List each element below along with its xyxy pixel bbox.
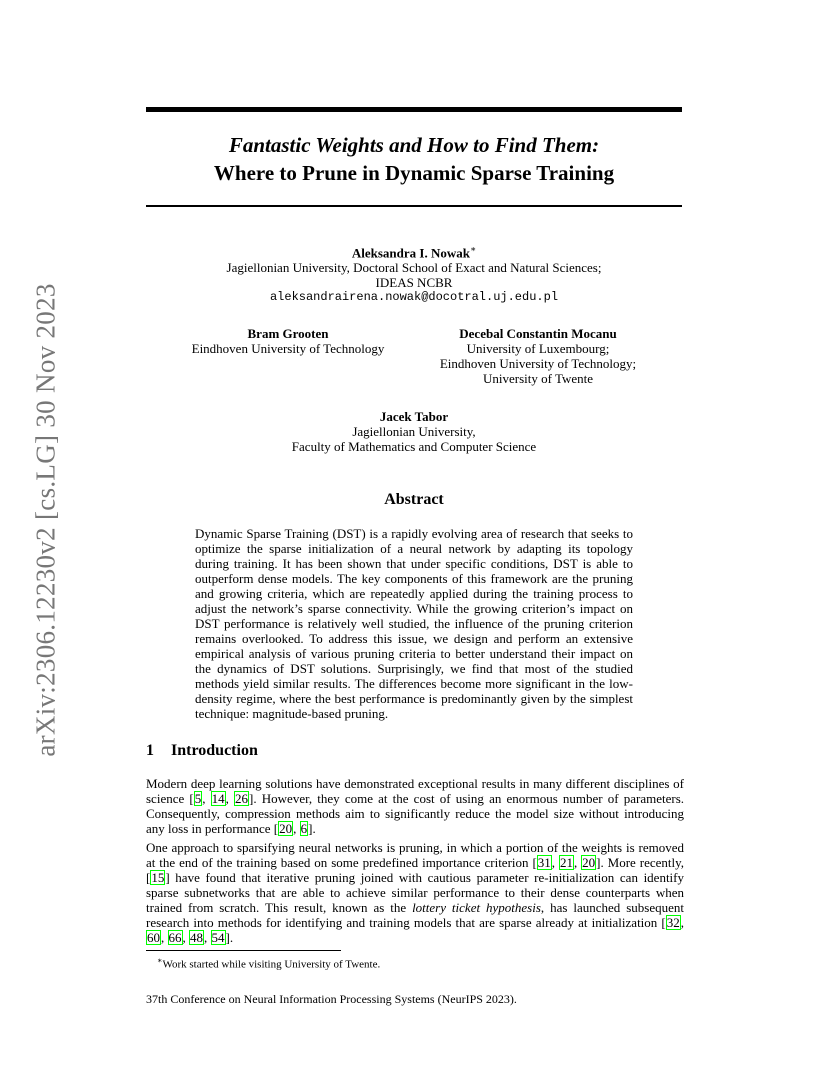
abstract-heading: Abstract [384,491,444,508]
citation-link[interactable]: 14 [211,791,225,806]
citation-link[interactable]: 26 [235,791,249,806]
author-affiliation: Eindhoven University of Technology [191,341,385,356]
text-run: , has launched subsequent research into methods for identifying and training models that are sparse already at initialization [ [146,900,684,930]
citation-link[interactable]: 66 [168,930,182,945]
footnote [157,954,380,972]
footnote-mark: ∗ [157,956,163,965]
author-name: Bram Grooten [247,326,329,341]
conference-note: 37th Conference on Neural Information Processing Systems (NeurIPS 2023). [146,992,517,1006]
paper-title-line2: Where to Prune in Dynamic Sparse Training [213,161,615,185]
citation-link[interactable]: 21 [559,855,573,870]
citation-link[interactable]: 31 [537,855,551,870]
author-name: Decebal Constantin Mocanu [459,326,617,341]
author-block-1 [146,242,682,305]
author-affiliation: University of Twente [482,371,594,386]
author-affiliation: Faculty of Mathematics and Computer Science [291,439,537,454]
citation-link[interactable]: 20 [279,821,293,836]
abstract-text: Dynamic Sparse Training (DST) is a rapidly evolving area of research that seeks to optimize the sparse initialization of a neural network by adapting its topology during training. It has been shown that under specific conditions, DST is able to outperform dense models. The key components of this framework are the pruning and growing criteria, which are repeatedly applied during the training process to adjust the network’s sparse connectivity. While the growing criterion’s impact on DST performance is relatively well studied, the influence of the pruning criterion remains overlooked. To address this issue, we design and perform an extensive empirical analysis of various pruning criteria to better understand their impact on the dynamics of DST solutions. Surprisingly, we find that most of the studied methods yield similar results. The differences become more significant in the low-density regime, where the best performance is predominantly given by the simplest technique: magnitude-based pruning. [195,526,633,721]
author-email[interactable]: aleksandrairena.nowak@docotral.uj.edu.pl [269,290,559,305]
title-rule-top [146,107,682,112]
author-affiliation: Eindhoven University of Technology; [439,356,637,371]
text-run: ] have found that iterative pruning joined with cautious parameter re-initialization can identify sparse subnetworks that are able to achieve similar performance to their dense counterparts when trained from scratch. This result, known as the [146,870,684,915]
author-footnote-mark: ∗ [469,244,477,254]
text-run: ]. [308,821,316,836]
author-name: Jacek Tabor [379,409,449,424]
citation-link[interactable]: 5 [194,791,202,806]
citation-link[interactable]: 6 [300,821,308,836]
citation-link[interactable]: 48 [190,930,203,945]
intro-paragraph-1: Modern deep learning solutions have demonstrated exceptional results in many different disciplines of science [5, 14, 26]. However, they come at the cost of using an enormous number of parameters. Consequently, compression methods aim to significantly reduce the model size without introducing any loss in performance [20, 6]. [146,776,685,836]
author-block-2 [176,326,400,356]
section-number: 1 [146,742,154,759]
author-block-4 [146,409,682,454]
arxiv-identifier: arXiv:2306.12230v2 [cs.LG] 30 Nov 2023 [30,283,61,757]
title-rule-bottom [146,205,682,207]
paper-title-line1: Fantastic Weights and How to Find Them: [228,133,600,157]
citation-link[interactable]: 32 [666,915,680,930]
citation-link[interactable]: 20 [582,855,596,870]
text-run: ]. However, they come at the cost of using an enormous number of parameters. Consequently, compression methods aim to significantly reduce the model size without introducing any loss in performance [ [146,791,685,836]
text-run: One approach to sparsifying neural networks is pruning, in which a portion of the weights is removed at the end of the training based on some predefined importance criterion [ [146,840,684,870]
author-name: Aleksandra I. Nowak [351,245,470,261]
citation-link[interactable]: 15 [151,870,165,885]
text-run: ]. More recently, [ [146,855,685,885]
text-run: Modern deep learning solutions have demonstrated exceptional results in many different disciplines of science [ [146,776,684,806]
author-affiliation: Jagiellonian University, Doctoral School of Exact and Natural Sciences; [226,260,602,276]
author-affiliation: Jagiellonian University, [352,424,476,439]
author-affiliation: IDEAS NCBR [375,275,453,291]
section-heading [146,742,258,760]
footnote-rule [146,950,341,951]
citation-link[interactable]: 60 [147,930,160,945]
text-run: ]. [225,930,234,945]
author-block-3 [428,326,648,386]
author-affiliation: University of Luxembourg; [466,341,610,356]
section-title: Introduction [171,742,258,759]
citation-link[interactable]: 54 [211,930,225,945]
footnote-text: Work started while visiting University of Twente. [162,958,381,971]
intro-paragraph-2: One approach to sparsifying neural networks is pruning, in which a portion of the weights is removed at the end of the training based on some predefined importance criterion [31, 21, 20]. More recently, [15] have found that iterative pruning joined with cautious parameter re-initialization can identify sparse subnetworks that are able to achieve similar performance to their dense counterparts when trained from scratch. This result, known as the lottery ticket hypothesis, has launched subsequent research into methods for identifying and training models that are sparse already at initialization [32, 60, 66, 48, 54]. [146,840,685,945]
emphasis-text: lottery ticket hypothesis [412,900,541,915]
